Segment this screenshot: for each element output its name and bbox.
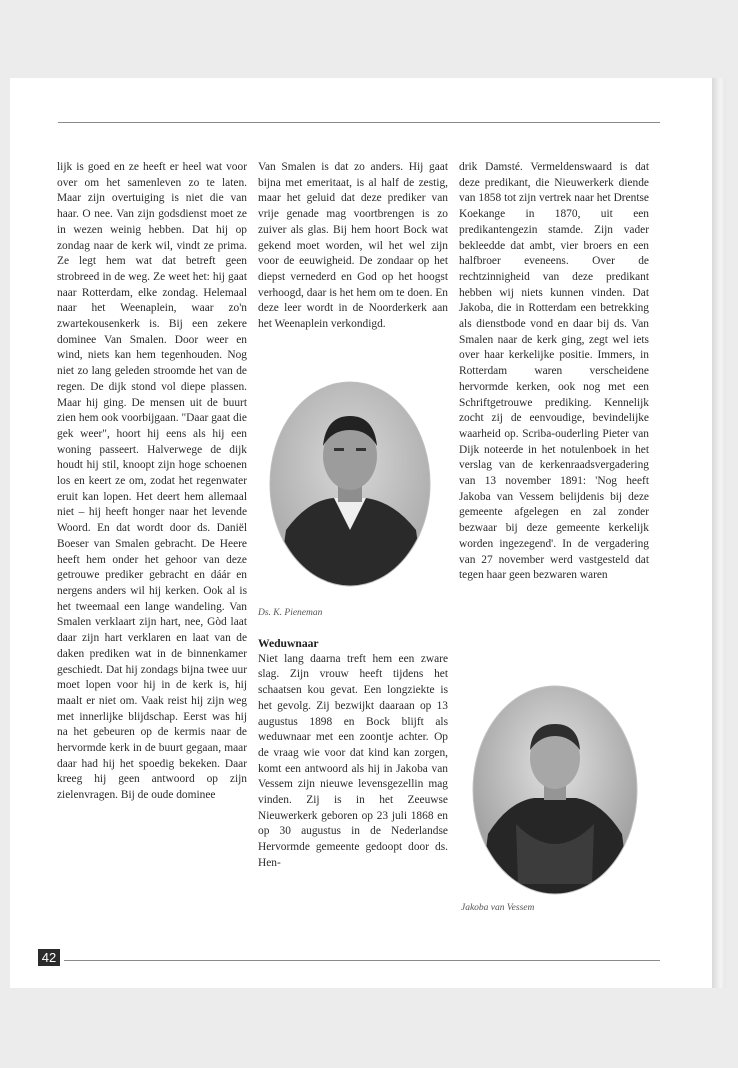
text-column-2-continued <box>258 636 448 872</box>
text-column-2 <box>258 160 448 333</box>
column-2-paragraph: Van Smalen is dat zo anders. Hij gaat bijna met emeritaat, is al half de zestig, maar het geluid dat deze prediker van vrije genade mag voortbrengen is zo zuiver als glas. Bij hem hoort Bock wat gekend moet worden, wil het wel zijn voor de eeuwigheid. De zondaar op het diepst vernederd en God op het hoogst verhoogd, daar is het hem om te doen. En deze leer wordt in de Noorderkerk aan het Weenaplein verkondigd. <box>258 161 448 331</box>
photo-caption-pieneman: Ds. K. Pieneman <box>258 608 323 618</box>
column-3-paragraph: drik Damsté. Vermeldenswaard is dat deze predikant, die Nieuwerkerk diende van 1858 tot zijn vertrek naar het Drentse Koekange in 1870, uit een predikantengezin stamde. Zijn vader bekleedde dat ambt, vier broers en een halfbroer eveneens. Over de rechtzinnigheid van deze predikant hebben wij niets kunnen vinden. Dat Jakoba, die in Rotterdam een betrekking als dienstbode vond en daar bij ds. Van Smalen naar de kerk ging, zegt wel iets over haar kerkelijke positie. Immers, in Rotterdam waren verscheidene hervormde kerken, ook nog met een Schriftgetrouwe prediking. Kennelijk zocht zij de eenvoudige, bevindelijke waarheid op. Scriba-ouderling Pieter van Dijk noteerde in het notulenboek in het verslag van de kerkenraadsvergadering van 13 november 1891: 'Nog heeft Jakoba van Vessem belijdenis bij deze gemeente afgelegen en zal zonder bezwaar bij deze gemeente kerkelijk worden ingezegend'. In de vergadering van 27 november werd vastgesteld dat tegen haar geen bezwaren waren <box>459 161 649 582</box>
portrait-photo-jakoba <box>472 684 638 896</box>
bottom-rule <box>64 960 660 961</box>
section-heading: Weduwnaar <box>258 637 319 650</box>
column-2-paragraph-2: Niet lang daarna treft hem een zware slag. Zijn vrouw heeft tijdens het schaatsen kou gevat. Een longziekte is het gevolg. Zij bezwijkt daaraan op 13 augustus 1898 en Bock blijft als weduwnaar met een zoontje achter. Op de vraag wie voor dat kind kan zorgen, komt een antwoord als hij in Jakoba van Vessem zijn nieuwe levensgezellin mag vinden. Zij is in het Zeeuwse Nieuwerkerk geboren op 23 juli 1868 en op 30 augustus in de Nederlandse Hervormde gemeente gedoopt door ds. Hen- <box>258 652 448 869</box>
photo-caption-jakoba: Jakoba van Vessem <box>461 903 535 913</box>
book-page <box>10 78 712 988</box>
text-column-3 <box>459 160 649 584</box>
top-rule <box>58 122 660 123</box>
portrait-photo-pieneman <box>268 380 432 588</box>
column-1-paragraph: lijk is goed en ze heeft er heel wat voor over om het samenleven zo te laten. Maar zijn overtuiging is niet die van haar. O nee. Van zijn godsdienst moet ze in wezen weinig hebben. Dat hij op zondag naar de kerk wil, vindt ze prima. Ze legt hem wat dat betreft geen strobreed in de weg. Ze weet het: hij gaat naar Rotterdam, elke zondag. Helemaal naar het Weenaplein, waar zo'n zwartekousenkerk is. Bij een zekere dominee Van Smalen. Door weer en wind, niets kan hem tegenhouden. Nog niet zo lang geleden stroomde het van de regen. De dijk stond vol diepe plassen. Maar hij ging. De mensen uit de buurt zien hem ook voorbijgaan. "Daar gaat die gek weer", hoort hij eens als hij een woning passeert. Halverwege de dijk houdt hij stil, knoopt zijn hoge schoenen los en keert ze om, zodat het regenwater eruit kan lopen. Het deert hem allemaal niet – hij heeft honger naar het levende Woord. En dat wordt door ds. Daniël Boeser van Smalen gebracht. De Heere heeft hem onder het gehoor van deze getrouwe prediker gebracht en dáár en nergens anders wil hij kerken. Ook al is het tweemaal een lange wandeling. Van Smalen verklaart zijn hart, nee, Gòd laat daar zijn hart verklaren en laat van de daken prediken wat in de binnenkamer geschiedt. Dat hij zondags bijna twee uur moet lopen voor hij in de kerk is, hij maalt er niet om. Vaak reist hij zijn weg met innerlijke blijdschap. Eerst was hij na het gebeuren op de kermis naar de hervormde kerk in de buurt gegaan, maar daar had hij het spoedig bekeken. Daar kreeg hij geen antwoord op zijn zielenvragen. Bij de oude dominee <box>57 161 247 802</box>
page-number: 42 <box>38 949 60 966</box>
page-edge <box>712 78 726 988</box>
text-column-1 <box>57 160 247 804</box>
